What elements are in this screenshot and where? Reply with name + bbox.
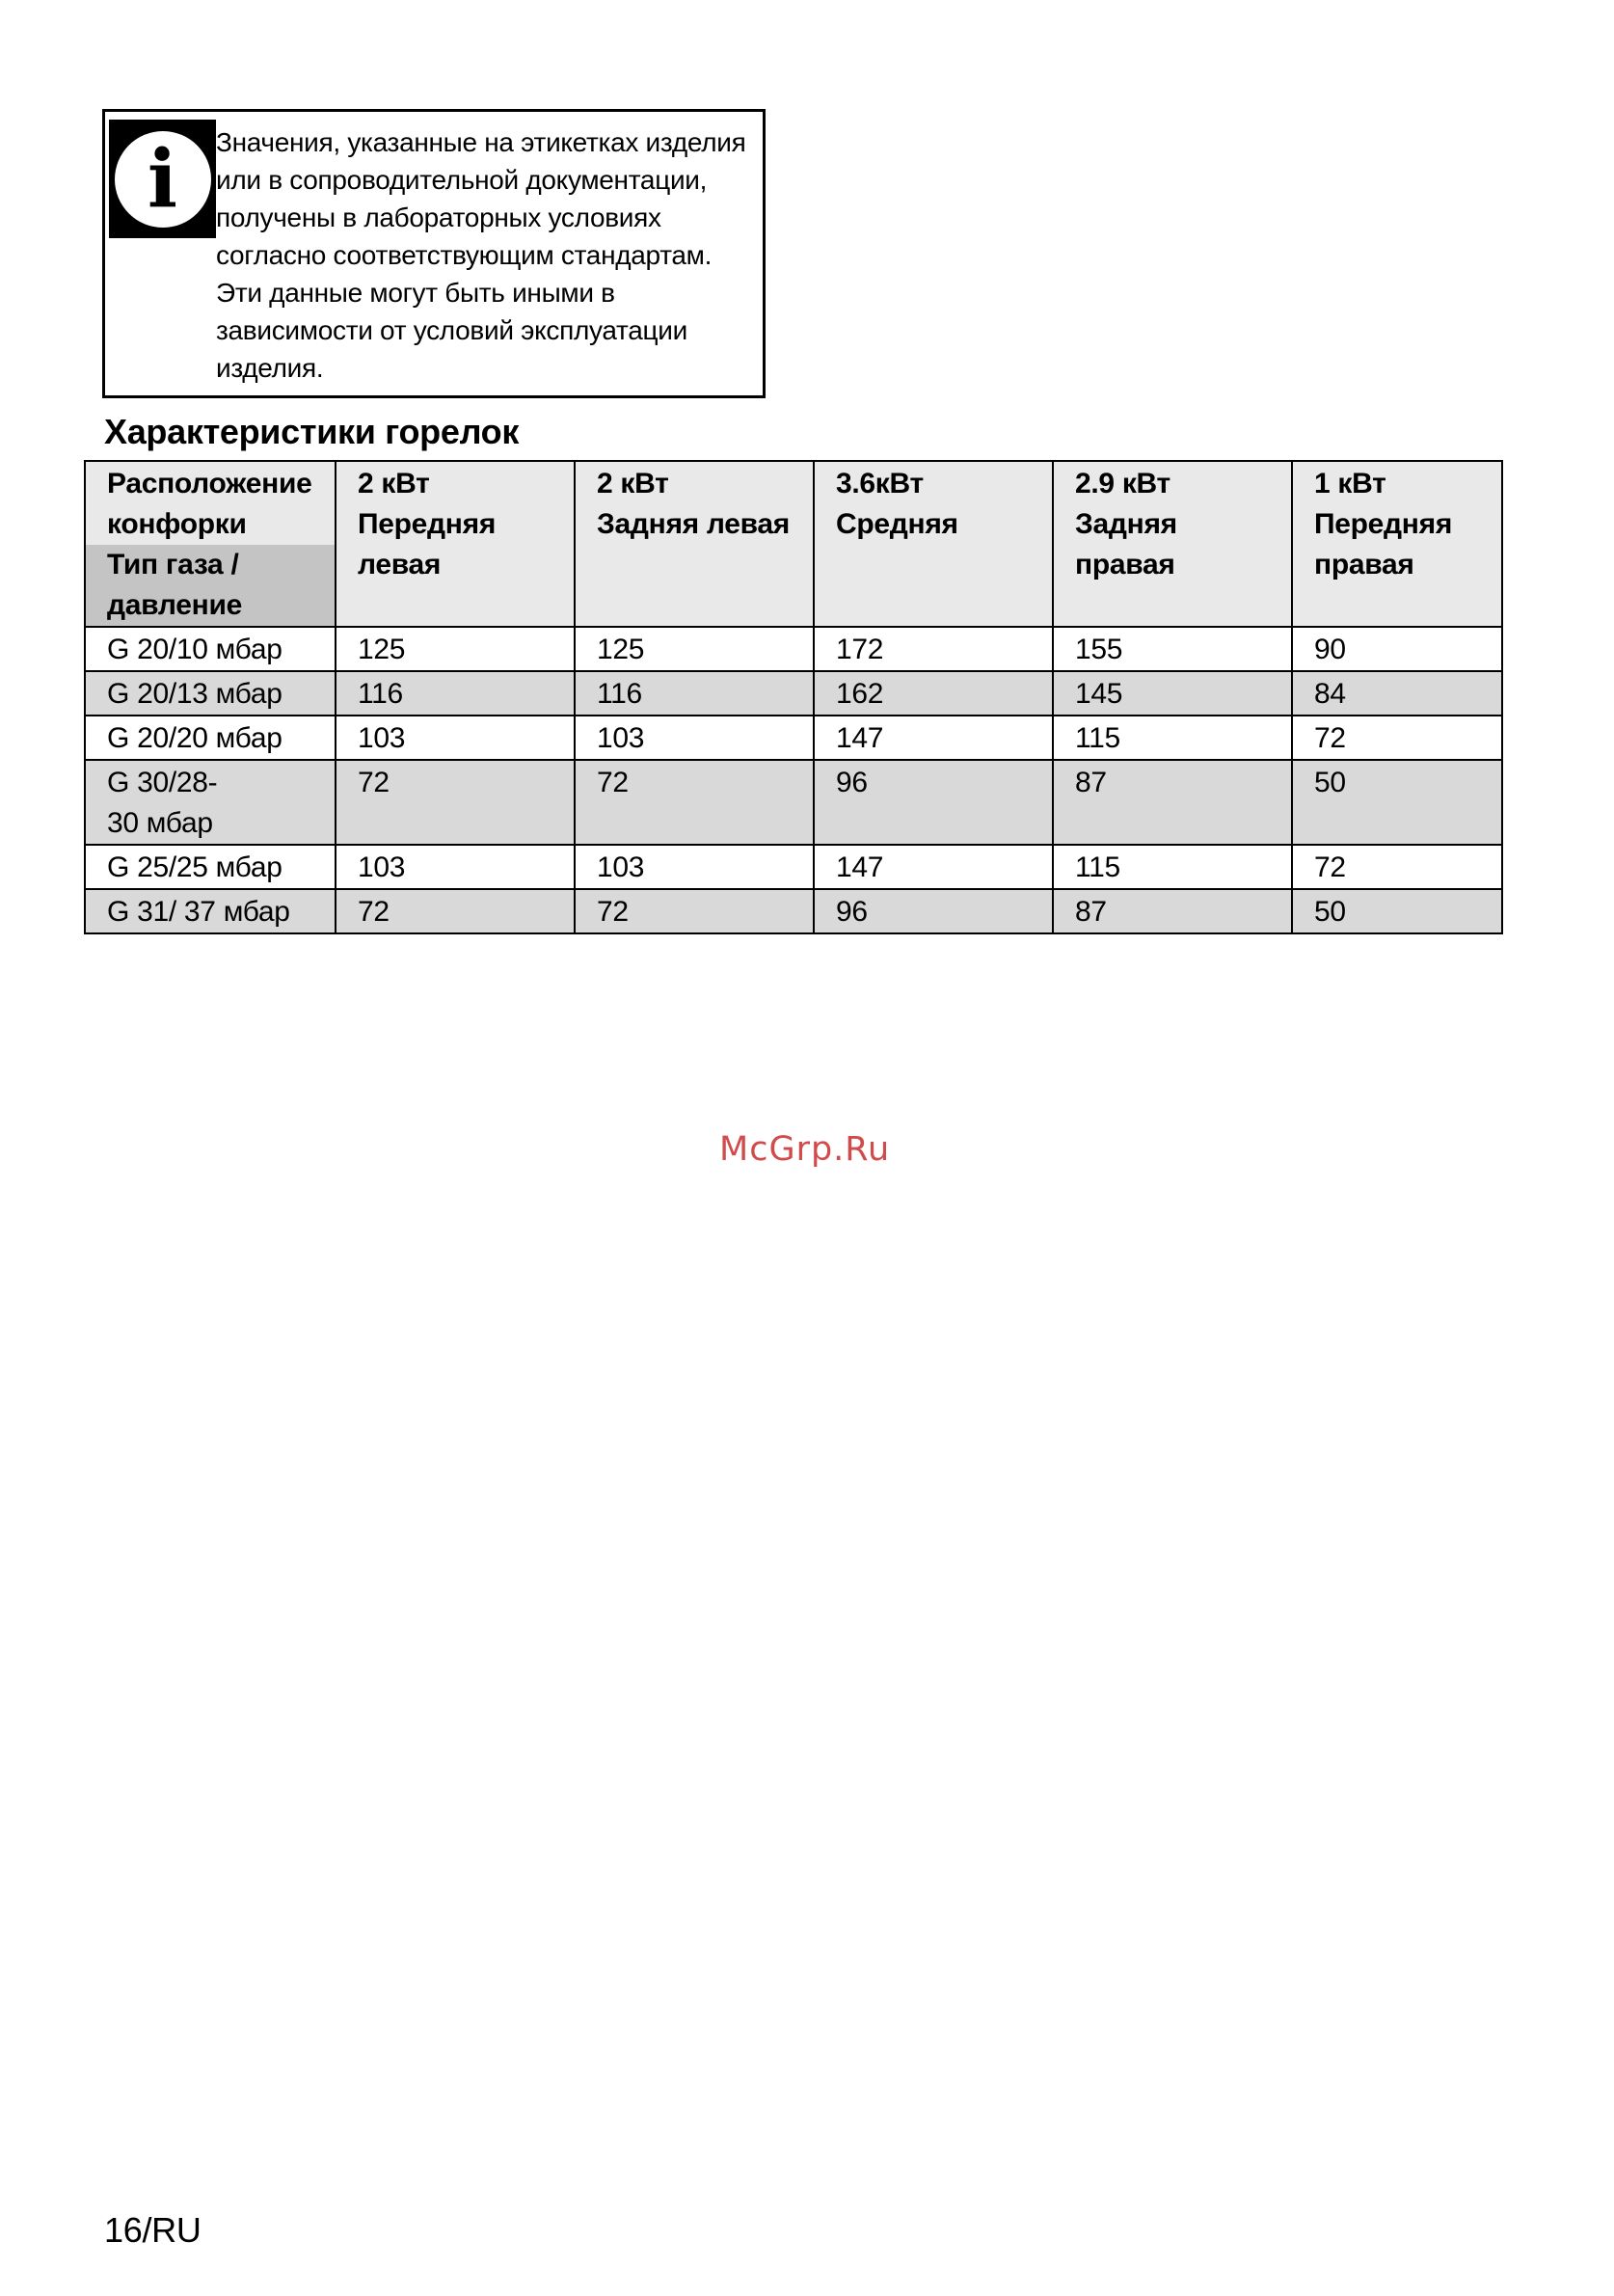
column-header-line: Задняя левая — [597, 508, 790, 540]
gas-type-cell: G 20/10 мбар — [85, 627, 336, 671]
value-cell: 103 — [336, 716, 575, 760]
watermark-text: McGrp.Ru — [719, 1130, 891, 1169]
value-cell: 115 — [1053, 845, 1292, 889]
value-cell: 103 — [575, 716, 814, 760]
value-cell: 145 — [1053, 671, 1292, 716]
table-row — [85, 760, 1502, 845]
gas-type-cell: G 25/25 мбар — [85, 845, 336, 889]
gas-type-cell: G 20/20 мбар — [85, 716, 336, 760]
page-number: 16/RU — [104, 2210, 202, 2250]
value-cell: 72 — [336, 889, 575, 933]
table-row — [85, 845, 1502, 889]
column-header-cell — [1053, 461, 1292, 627]
value-cell: 87 — [1053, 760, 1292, 845]
column-header-line: левая — [358, 549, 442, 581]
value-cell: 147 — [814, 716, 1053, 760]
location-header-line: Расположение — [107, 468, 312, 500]
notice-line: Значения, указанные на этикетках изделия — [216, 127, 746, 157]
table-row — [85, 889, 1502, 933]
value-cell: 50 — [1292, 760, 1502, 845]
value-cell: 72 — [1292, 716, 1502, 760]
info-icon-glyph: i — [147, 132, 178, 226]
value-cell: 50 — [1292, 889, 1502, 933]
value-cell: 103 — [336, 845, 575, 889]
value-cell: 162 — [814, 671, 1053, 716]
gas-header-line: Тип газа / — [107, 549, 239, 581]
value-cell: 87 — [1053, 889, 1292, 933]
info-icon — [109, 120, 216, 238]
value-cell: 103 — [575, 845, 814, 889]
value-cell: 155 — [1053, 627, 1292, 671]
column-header-line: Средняя — [836, 508, 958, 540]
table-row — [85, 716, 1502, 760]
info-notice-box — [102, 109, 766, 398]
value-cell: 147 — [814, 845, 1053, 889]
value-cell: 72 — [1292, 845, 1502, 889]
column-header-line: 1 кВт — [1314, 468, 1386, 500]
location-header-line: конфорки — [107, 508, 247, 540]
column-header-line: правая — [1314, 549, 1414, 581]
value-cell: 84 — [1292, 671, 1502, 716]
value-cell: 172 — [814, 627, 1053, 671]
burner-specs-table — [84, 460, 1503, 934]
info-notice-text — [216, 123, 766, 387]
column-header-line: Задняя — [1075, 508, 1177, 540]
value-cell: 116 — [575, 671, 814, 716]
column-header-line: Передняя — [358, 508, 497, 540]
value-cell: 90 — [1292, 627, 1502, 671]
gas-type-cell: G 30/28-30 мбар — [85, 760, 336, 845]
notice-line: Эти данные могут быть иными в — [216, 278, 615, 308]
column-header-line: 2 кВт — [597, 468, 669, 500]
column-header-cell — [336, 461, 575, 627]
column-header-cell — [814, 461, 1053, 627]
value-cell: 125 — [575, 627, 814, 671]
column-header-cell — [1292, 461, 1502, 627]
notice-line: получены в лабораторных условиях — [216, 203, 661, 232]
notice-line: изделия. — [216, 353, 324, 383]
value-cell: 72 — [336, 760, 575, 845]
table-row — [85, 671, 1502, 716]
notice-line: согласно соответствующим стандартам. — [216, 240, 713, 270]
value-cell: 96 — [814, 760, 1053, 845]
table-header-row — [85, 461, 1502, 627]
column-header-line: Передняя — [1314, 508, 1453, 540]
column-header-line: 3.6кВт — [836, 468, 924, 500]
column-header-line: 2 кВт — [358, 468, 430, 500]
notice-line: или в сопроводительной документации, — [216, 165, 708, 195]
gas-header-line: давление — [107, 589, 242, 621]
value-cell: 116 — [336, 671, 575, 716]
section-title: Характеристики горелок — [104, 412, 520, 451]
value-cell: 125 — [336, 627, 575, 671]
value-cell: 72 — [575, 889, 814, 933]
gas-type-header — [86, 545, 335, 626]
notice-line: зависимости от условий эксплуатации — [216, 315, 687, 345]
gas-type-cell: G 20/13 мбар — [85, 671, 336, 716]
info-icon-circle — [115, 131, 211, 228]
corner-header-cell — [85, 461, 336, 627]
value-cell: 72 — [575, 760, 814, 845]
column-header-line: 2.9 кВт — [1075, 468, 1170, 500]
table-row — [85, 627, 1502, 671]
value-cell: 115 — [1053, 716, 1292, 760]
column-header-cell — [575, 461, 814, 627]
value-cell: 96 — [814, 889, 1053, 933]
column-header-line: правая — [1075, 549, 1175, 581]
gas-type-cell: G 31/ 37 мбар — [85, 889, 336, 933]
